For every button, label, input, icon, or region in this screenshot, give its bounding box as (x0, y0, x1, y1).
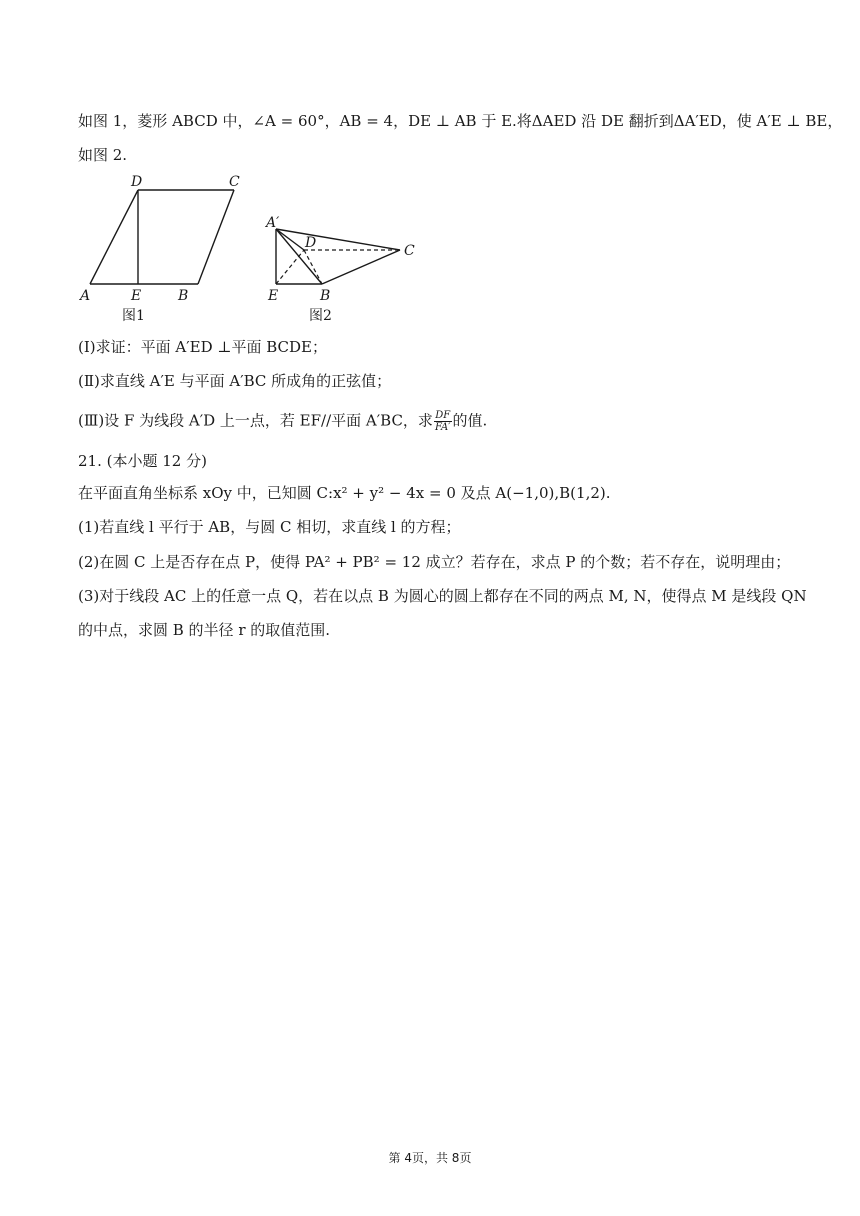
question-3-tail: 的值. (452, 411, 488, 430)
problem20-question-1: (Ⅰ)求证：平面 A′ED ⊥平面 BCDE； (78, 338, 328, 356)
problem21-question-3-line2: 的中点，求圆 B 的半径 r 的取值范围. (78, 621, 331, 639)
label-b: B (178, 288, 189, 304)
problem20-question-2: (Ⅱ)求直线 A′E 与平面 A′BC 所成角的正弦值； (78, 372, 392, 390)
label-e: E (131, 288, 142, 304)
edge-da (90, 190, 138, 284)
problem20-statement-line2: 如图 2. (78, 146, 128, 164)
figure-2 (262, 210, 422, 330)
page-footer: 第 4页，共 8页 (388, 1151, 472, 1165)
fraction-df-over-fa (434, 410, 452, 433)
problem21-question-2: (2)在圆 C 上是否存在点 P，使得 PA² + PB² = 12 成立？若存在，求点 P 的个数；若不存在，说明理由； (78, 553, 791, 571)
edge-bc (198, 190, 234, 284)
edge-db-hidden (304, 250, 322, 284)
question-3-text: (Ⅲ)设 F 为线段 A′D 上一点，若 EF//平面 A′BC，求 (78, 411, 433, 430)
figure-1-drawing (74, 172, 254, 330)
label-a-prime: A′ (266, 215, 280, 231)
fraction-numerator: DF (435, 410, 451, 421)
problem21-question-1: (1)若直线 l 平行于 AB，与圆 C 相切，求直线 l 的方程； (78, 518, 461, 536)
figure-2-caption: 图2 (309, 308, 332, 324)
problem20-question-3 (78, 410, 487, 433)
label-e: E (268, 288, 279, 304)
label-b: B (320, 288, 331, 304)
figure-1 (74, 172, 254, 330)
problem20-statement-line1: 如图 1，菱形 ABCD 中，∠A = 60°，AB = 4，DE ⊥ AB 于 E.将ΔAED 沿 DE 翻折到ΔA′ED，使 A′E ⊥ BE， (78, 112, 843, 130)
label-c: C (229, 174, 240, 190)
fraction-denominator: FA′ (434, 422, 451, 433)
problem21-header: 21. (本小题 12 分) (78, 452, 207, 470)
problem21-statement: 在平面直角坐标系 xOy 中，已知圆 C:x² + y² − 4x = 0 及点 A(−1,0),B(1,2). (78, 484, 611, 502)
problem21-question-3-line1: (3)对于线段 AC 上的任意一点 Q，若在以点 B 为圆心的圆上都存在不同的两点 M, N，使得点 M 是线段 QN (78, 587, 807, 605)
label-d: D (131, 174, 143, 190)
figure-1-caption: 图1 (122, 308, 145, 324)
edge-ed-hidden (276, 250, 304, 284)
edge-a1d (276, 229, 304, 250)
figure-2-drawing (262, 210, 422, 330)
label-d: D (305, 235, 317, 251)
edge-a1c (276, 229, 400, 250)
label-c: C (404, 243, 415, 259)
edge-bc (322, 250, 400, 284)
label-a: A (80, 288, 91, 304)
